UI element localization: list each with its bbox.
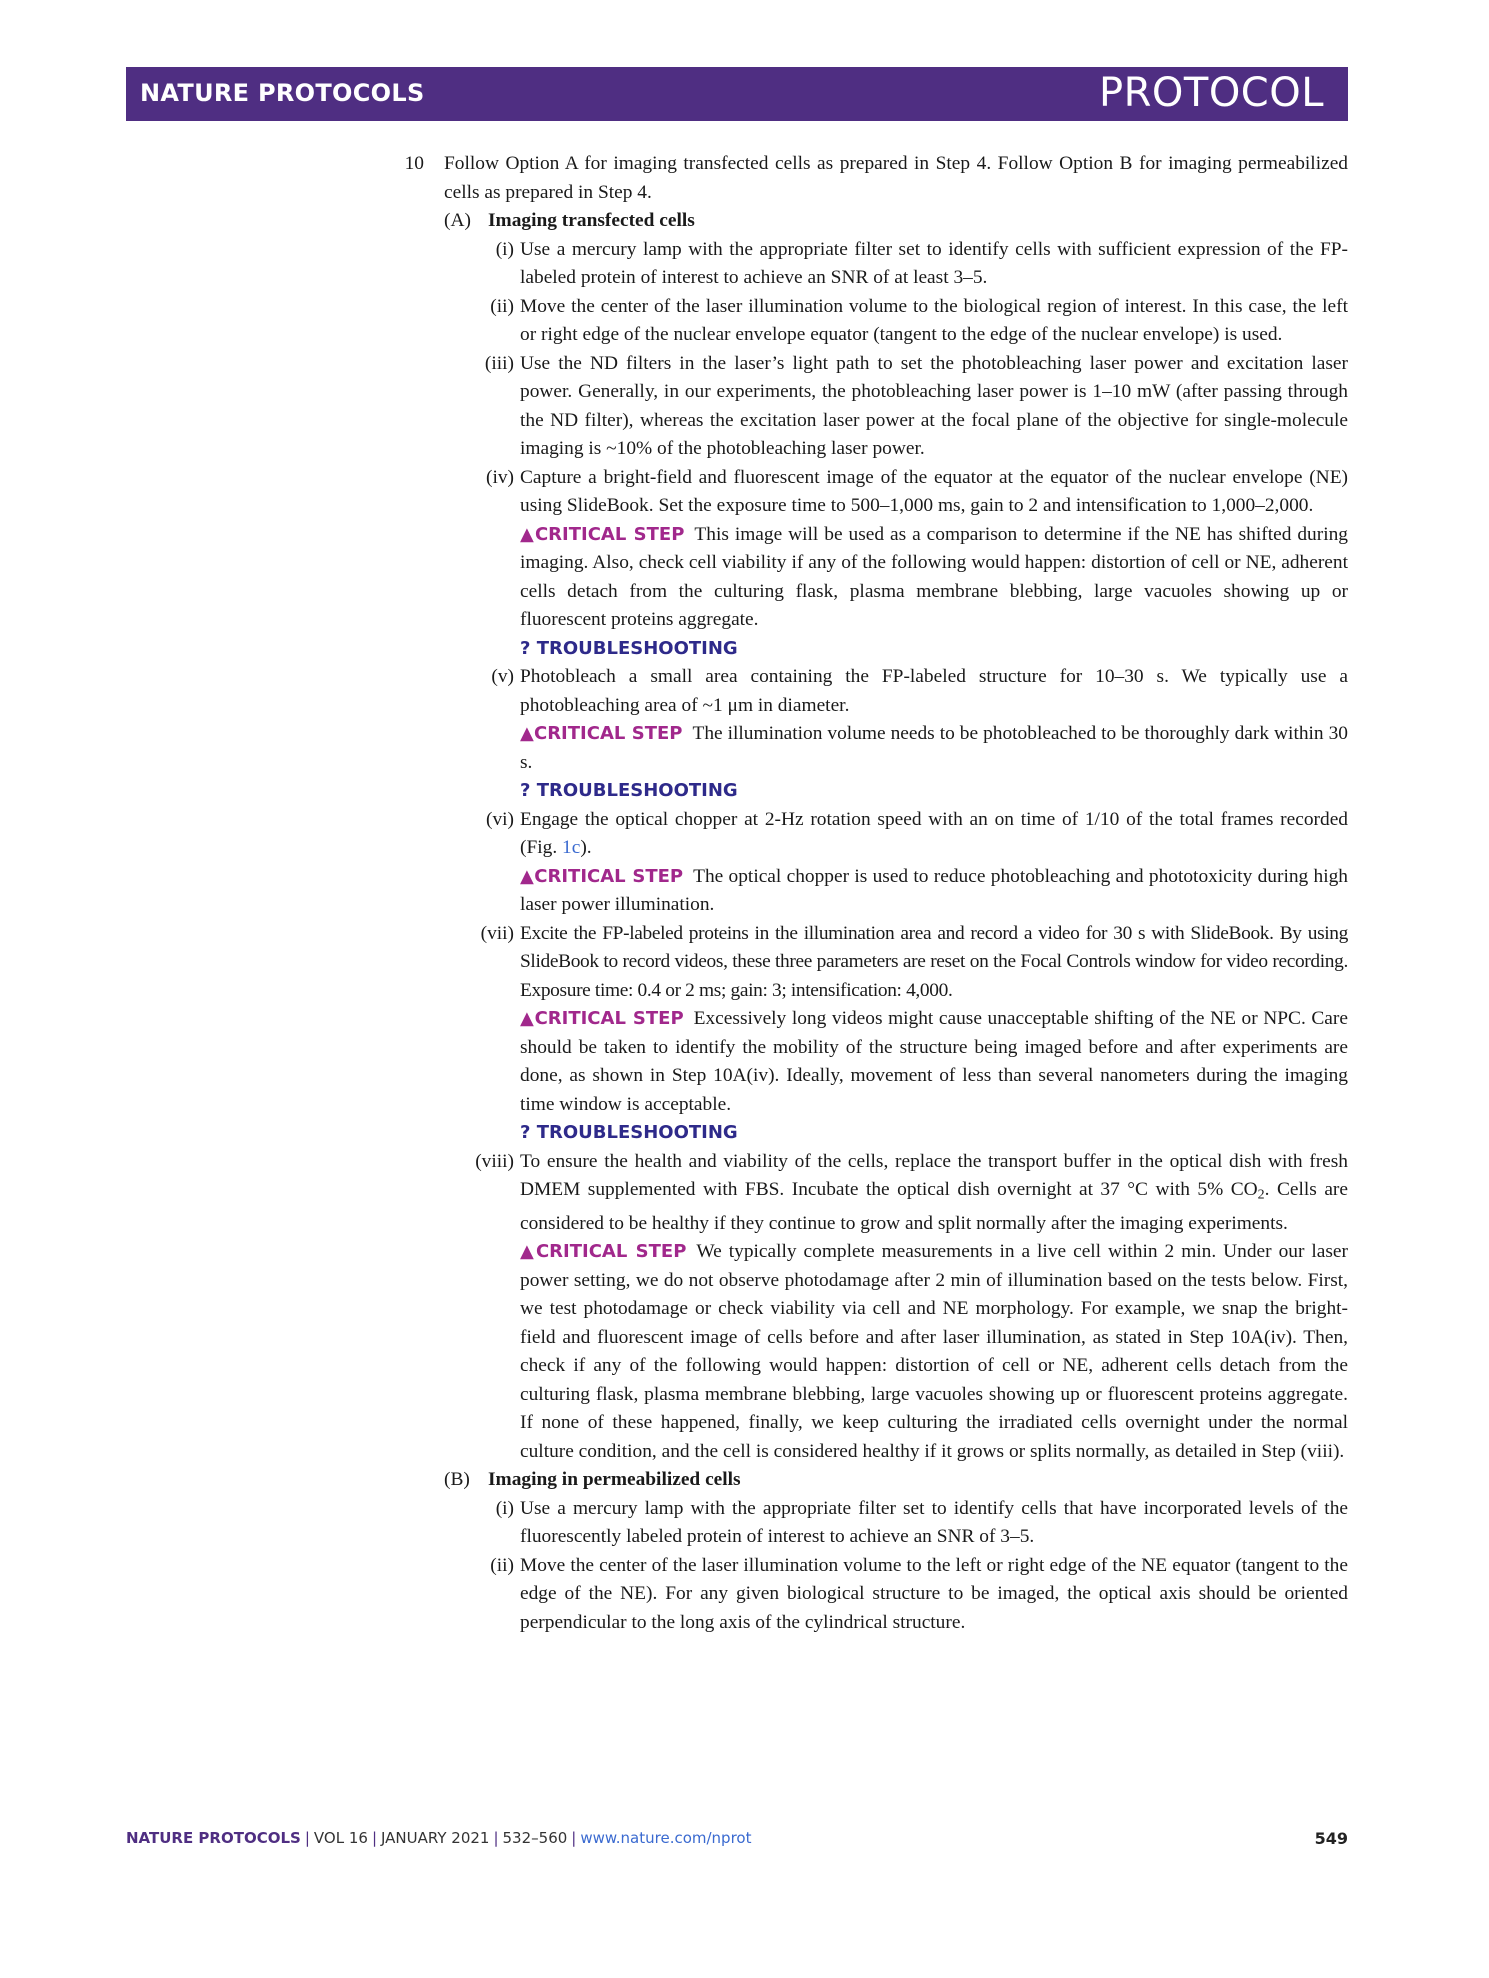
protocol-content xyxy=(398,150,1348,1637)
critical-step-note xyxy=(398,720,1348,777)
substep-text: Engage the optical chopper at 2-Hz rotation speed with an on time of 1/10 of the total frames recorded (Fig. 1c). xyxy=(520,808,1348,858)
step-10 xyxy=(398,150,1348,207)
substep-a-vi xyxy=(398,806,1348,863)
step-number: 10 xyxy=(404,153,424,174)
substep-text: Use a mercury lamp with the appropriate filter set to identify cells that have incorporated levels of the fluorescently labeled protein of interest to achieve an SNR of 3–5. xyxy=(520,1497,1348,1548)
substep-a-iv xyxy=(398,464,1348,521)
substep-text: Excite the FP-labeled proteins in the illumination area and record a video for 30 s with SlideBook. By using SlideBook to record videos, these three parameters are reset on the Focal Controls window for video recording. Exposure time: 0.4 or 2 ms; gain: 3; intensification: 4,000. xyxy=(520,922,1348,1001)
substep-text: Move the center of the laser illumination volume to the biological region of interest. In this case, the left or right edge of the nuclear envelope equator (tangent to the edge of the nuclear envelope) is used. xyxy=(520,295,1348,345)
substep-label: (viii) xyxy=(475,1150,514,1172)
footer-citation: NATURE PROTOCOLS | VOL 16 | JANUARY 2021 | 532–560 | www.nature.com/nprot xyxy=(126,1829,752,1847)
substep-b-i xyxy=(398,1495,1348,1552)
substep-a-ii xyxy=(398,293,1348,350)
substep-text: Capture a bright-field and fluorescent image of the equator at the equator of the nuclear envelope (NE) using SlideBook. Set the exposure time to 500–1,000 ms, gain to 2 and intensification to 1,000–2,000. xyxy=(520,466,1348,516)
substep-label: (ii) xyxy=(490,1554,514,1576)
substep-text: Use a mercury lamp with the appropriate filter set to identify cells with sufficient expression of the FP-labeled protein of interest to achieve an SNR of at least 3–5. xyxy=(520,238,1348,288)
footer-volume: VOL 16 xyxy=(313,1829,368,1847)
critical-step-note xyxy=(398,1005,1348,1119)
critical-step-label: ▲CRITICAL STEP xyxy=(520,1241,687,1263)
substep-label: (iv) xyxy=(486,466,514,488)
critical-step-text: This image will be used as a comparison to determine if the NE has shifted during imaging. Also, check cell viability if any of the following would happen: distortion of cell or NE, adherent cells detach from the culturing flask, plasma membrane blebbing, large vacuoles showing up or fluorescent proteins aggregate. xyxy=(520,523,1348,630)
critical-step-label: ▲CRITICAL STEP xyxy=(520,523,685,545)
substep-label: (vii) xyxy=(480,922,514,944)
footer-date: JANUARY 2021 xyxy=(381,1829,490,1847)
substep-label: (vi) xyxy=(486,808,514,830)
step-text: Follow Option A for imaging transfected cells as prepared in Step 4. Follow Option B for imaging permeabilized cells as prepared in Step 4. xyxy=(444,153,1348,203)
substep-text: To ensure the health and viability of the cells, replace the transport buffer in the optical dish with fresh DMEM supplemented with FBS. Incubate the optical dish overnight at 37 °C with 5% CO2. Cells are considered to be healthy if they continue to grow and split normally after the imaging experiments. xyxy=(520,1150,1348,1234)
critical-step-label: ▲CRITICAL STEP xyxy=(520,865,684,887)
critical-step-label: ▲CRITICAL STEP xyxy=(520,723,683,744)
footer-pages: 532–560 xyxy=(502,1829,568,1847)
substep-a-viii xyxy=(398,1148,1348,1239)
option-b-label: (B) xyxy=(444,1469,470,1491)
article-type: PROTOCOL xyxy=(1098,70,1324,116)
critical-step-text: Excessively long videos might cause unacceptable shifting of the NE or NPC. Care should be taken to identify the mobility of the structure being imaged before and after experiments are done, as shown in Step 10A(iv). Ideally, movement of less than several nanometers during the imaging time window is acceptable. xyxy=(520,1008,1348,1115)
substep-a-vii xyxy=(398,920,1348,1006)
critical-step-label: ▲CRITICAL STEP xyxy=(520,1008,684,1029)
option-b-title: Imaging in permeabilized cells xyxy=(488,1469,741,1491)
figure-link[interactable]: 1c xyxy=(562,837,581,858)
substep-label: (iii) xyxy=(484,352,514,374)
substep-label: (i) xyxy=(495,1497,514,1519)
critical-step-text: We typically complete measurements in a live cell within 2 min. Under our laser power setting, we do not observe photodamage after 2 min of illumination based on the tests below. First, we test photodamage or check viability via cell and NE morphology. For example, we snap the bright-field and fluorescent image of cells before and after laser illumination, as stated in Step 10A(iv). Then, check if any of the following would happen: distortion of cell or NE, adherent cells detach from the culturing flask, plasma membrane blebbing, large vacuoles showing up or fluorescent proteins aggregate. If none of these happened, finally, we keep culturing the irradiated cells overnight under the normal culture condition, and the cell is considered healthy if it grows or splits normally, as detailed in Step (viii). xyxy=(520,1241,1348,1462)
substep-b-ii xyxy=(398,1552,1348,1638)
substep-a-v xyxy=(398,663,1348,720)
substep-text: Use the ND filters in the laser’s light path to set the photobleaching laser power and excitation laser power. Generally, in our experiments, the photobleaching laser power is 1–10 mW (after passing through the ND filter), whereas the excitation laser power at the focal plane of the objective for single-molecule imaging is ~10% of the photobleaching laser power. xyxy=(520,352,1348,459)
page-header xyxy=(126,67,1348,121)
journal-title: NATURE PROTOCOLS xyxy=(140,79,425,107)
option-a-heading xyxy=(398,207,1348,236)
troubleshooting-link[interactable]: ? TROUBLESHOOTING xyxy=(520,780,738,801)
critical-step-note xyxy=(398,1238,1348,1466)
footer-url-link[interactable]: www.nature.com/nprot xyxy=(580,1829,752,1847)
page-number: 549 xyxy=(1314,1829,1348,1848)
troubleshooting-link[interactable]: ? TROUBLESHOOTING xyxy=(520,637,738,659)
critical-step-text: The optical chopper is used to reduce photobleaching and phototoxicity during high laser power illumination. xyxy=(520,865,1348,915)
footer-journal: NATURE PROTOCOLS xyxy=(126,1829,301,1847)
option-a-title: Imaging transfected cells xyxy=(488,210,695,231)
substep-label: (i) xyxy=(495,238,514,260)
substep-text: Move the center of the laser illumination volume to the left or right edge of the NE equator (tangent to the edge of the NE). For any given biological structure to be imaged, the optical axis should be oriented perpendicular to the long axis of the cylindrical structure. xyxy=(520,1554,1348,1633)
critical-step-note xyxy=(398,863,1348,920)
critical-step-text: The illumination volume needs to be photobleached to be thoroughly dark within 30 s. xyxy=(520,723,1348,773)
critical-step-note xyxy=(398,521,1348,635)
substep-a-iii xyxy=(398,350,1348,464)
substep-a-i xyxy=(398,236,1348,293)
substep-label: (ii) xyxy=(490,295,514,317)
page-footer xyxy=(126,1829,1348,1853)
substep-text: Photobleach a small area containing the FP-labeled structure for 10–30 s. We typically use a photobleaching area of ~1 μm in diameter. xyxy=(520,666,1348,716)
option-b-heading xyxy=(398,1466,1348,1495)
option-a-label: (A) xyxy=(444,210,471,231)
troubleshooting-link[interactable]: ? TROUBLESHOOTING xyxy=(520,1122,738,1143)
substep-label: (v) xyxy=(491,666,514,687)
